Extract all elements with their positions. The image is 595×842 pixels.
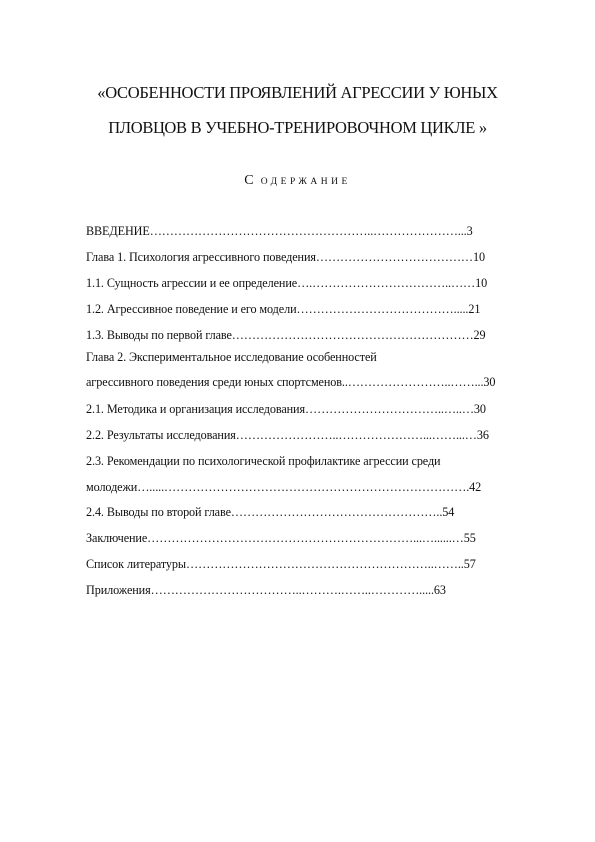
toc-entry-1-1: 1.1. Сущность агрессии и ее определение….……………………………..……10: [86, 276, 488, 290]
toc-entry-introduction: ВВЕДЕНИЕ………………………………………………..…………………...3: [86, 224, 473, 238]
toc-entry-1-2: 1.2. Агрессивное поведение и его модели………………………………….....21: [86, 302, 481, 316]
document-title-line-2: ПЛОВЦОВ В УЧЕБНО-ТРЕНИРОВОЧНОМ ЦИКЛЕ »: [108, 118, 487, 137]
toc-entry-2-3-line-2: молодежи….....………………………………………………………………….42: [86, 480, 482, 494]
toc-entry-2-4: 2.4. Выводы по второй главе……………………………………………..54: [86, 505, 455, 519]
toc-entry-conclusion: Заключение…………………………………………………………...…......…55: [86, 531, 476, 545]
toc-entry-references: Список литературы……………………………………………………..……..57: [86, 557, 476, 571]
toc-entry-1-3: 1.3. Выводы по первой главе……………………………………………………29: [86, 328, 486, 342]
toc-entry-chapter-1: Глава 1. Психология агрессивного поведения…………………………………10: [86, 250, 485, 264]
document-title-line-1: «ОСОБЕННОСТИ ПРОЯВЛЕНИЙ АГРЕССИИ У ЮНЫХ: [97, 83, 498, 102]
toc-entry-chapter-2-line-1: Глава 2. Экспериментальное исследование особенностей: [86, 350, 377, 364]
toc-entry-2-2: 2.2. Результаты исследования……………………..…………………...……...…36: [86, 428, 489, 442]
toc-entry-2-1: 2.1. Методика и организация исследования……………………………..…..…30: [86, 402, 486, 416]
contents-heading-initial: С: [244, 173, 256, 188]
contents-heading-rest: ОДЕРЖАНИЕ: [260, 177, 351, 187]
contents-heading: [0, 172, 595, 189]
toc-entry-chapter-2-line-2: агрессивного поведения среди юных спортсменов..……………………..……...30: [86, 375, 496, 389]
toc-entry-2-3-line-1: 2.3. Рекомендации по психологической профилактике агрессии среди: [86, 454, 441, 468]
toc-entry-appendices: Приложения………………………………..……….……..………….....63: [86, 583, 446, 597]
